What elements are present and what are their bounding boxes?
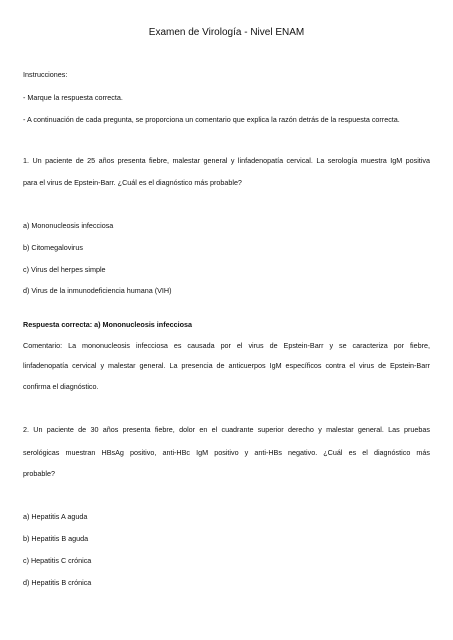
question-2-option-b: b) Hepatitis B aguda xyxy=(23,534,89,543)
question-1-option-d: d) Virus de la inmunodeficiencia humana (VIH) xyxy=(23,286,172,295)
question-2-stem: serológicas muestran HBsAg positivo, anti-HBc IgM positivo y anti-HBs negativo. ¿Cuál es el diagnóstico más xyxy=(23,448,430,457)
question-1-comment: linfadenopatía cervical y malestar general. La presencia de anticuerpos IgM específicos contra el virus de Epstein-Barr xyxy=(23,361,430,370)
question-2-option-c: c) Hepatitis C crónica xyxy=(23,556,92,565)
question-2-option-d: d) Hepatitis B crónica xyxy=(23,578,92,587)
question-1-option-c: c) Virus del herpes simple xyxy=(23,265,106,274)
question-2-stem: probable? xyxy=(23,469,55,478)
question-1-comment: confirma el diagnóstico. xyxy=(23,382,99,391)
instruction-line: - Marque la respuesta correcta. xyxy=(23,93,123,102)
question-1-stem: 1. Un paciente de 25 años presenta fiebre, malestar general y linfadenopatía cervical. La serología muestra IgM positiva xyxy=(23,156,430,165)
question-2-option-a: a) Hepatitis A aguda xyxy=(23,512,88,521)
question-2-stem: 2. Un paciente de 30 años presenta fiebre, dolor en el cuadrante superior derecho y malestar general. Las pruebas xyxy=(23,425,430,434)
question-1-comment: Comentario: La mononucleosis infecciosa es causada por el virus de Epstein-Barr y se caracteriza por fiebre, xyxy=(23,341,430,350)
instruction-line: - A continuación de cada pregunta, se proporciona un comentario que explica la razón detrás de la respuesta correcta. xyxy=(23,115,400,124)
question-1-option-b: b) Citomegalovirus xyxy=(23,243,83,252)
question-1-stem: para el virus de Epstein-Barr. ¿Cuál es el diagnóstico más probable? xyxy=(23,178,242,187)
instructions-heading: Instrucciones: xyxy=(23,70,68,79)
page-title: Examen de Virología - Nivel ENAM xyxy=(148,27,305,38)
question-1-answer: Respuesta correcta: a) Mononucleosis infecciosa xyxy=(23,320,192,329)
question-1-option-a: a) Mononucleosis infecciosa xyxy=(23,221,114,230)
